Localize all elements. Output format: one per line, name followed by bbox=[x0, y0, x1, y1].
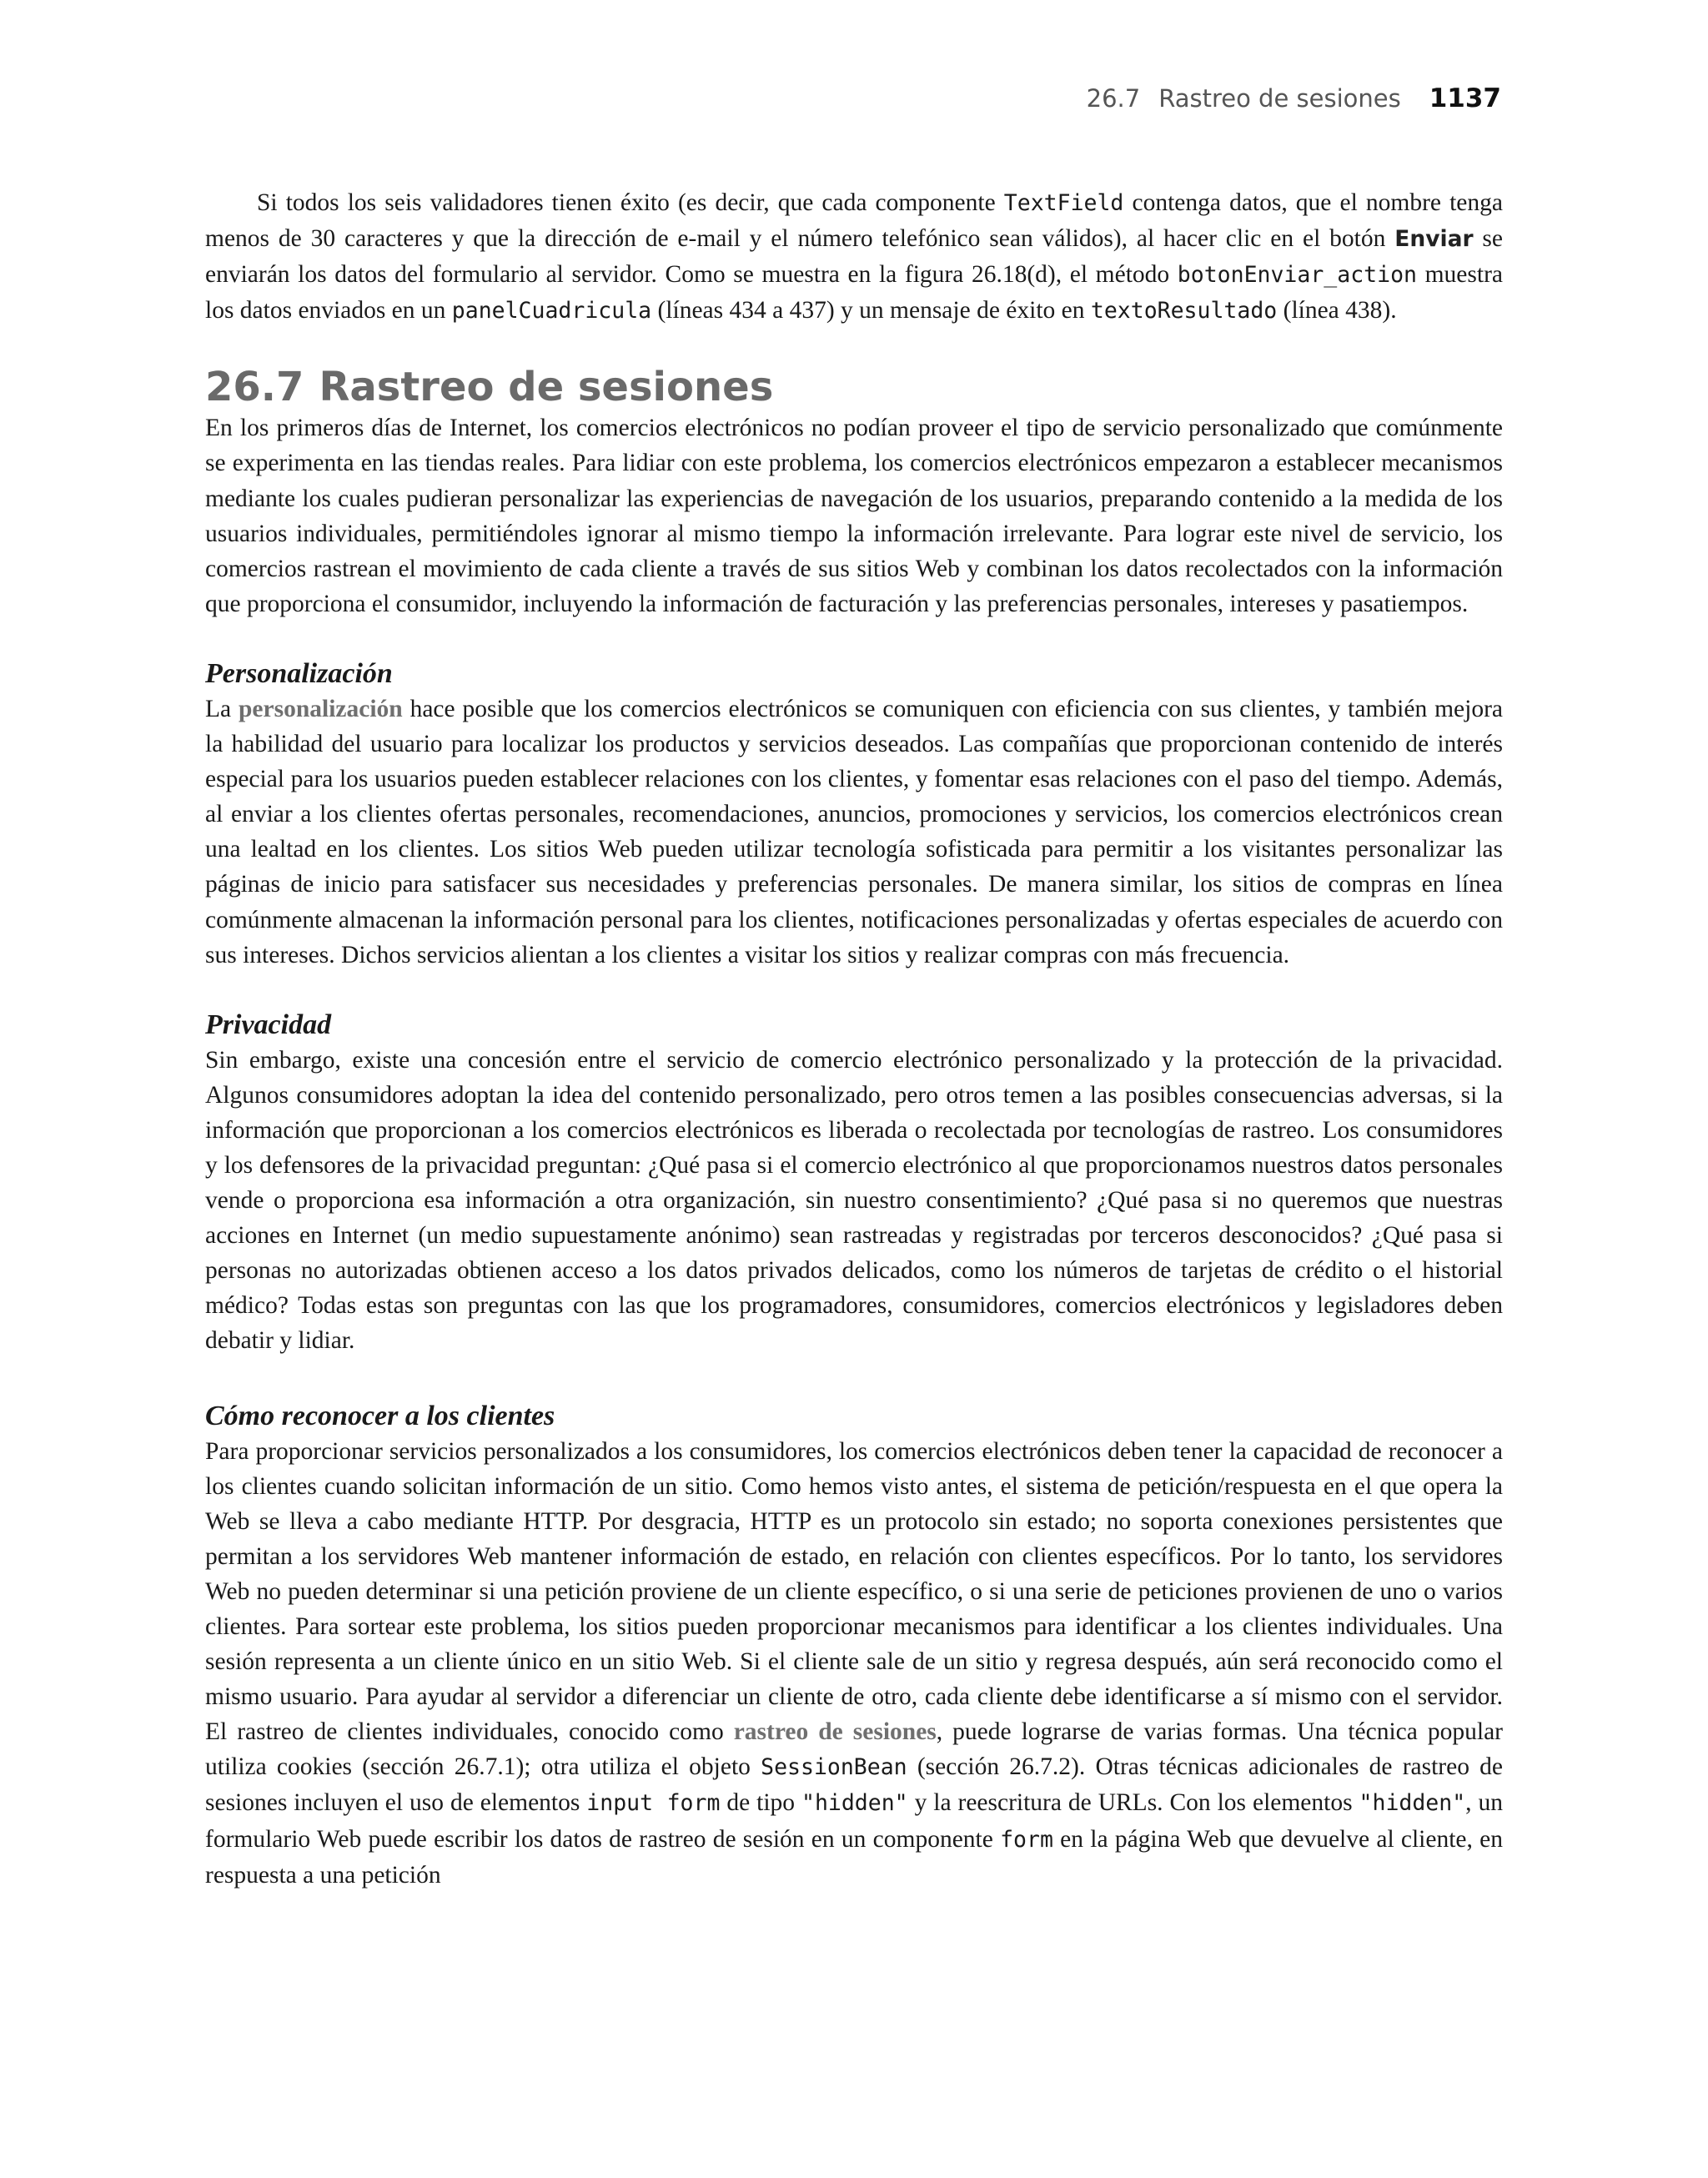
text-run: hace posible que los comercios electrónicos se comuniquen con eficiencia con sus clientes, y también mejora la habilidad del usuario para localizar los productos y servicios deseados. Las compañías que proporcionan contenido de interés especial para los usuarios pueden establecer relaciones con los clientes, y fomentar esas relaciones con el paso del tiempo. Además, al enviar a los clientes ofertas personales, recomendaciones, anuncios, promociones y servicios, los comercios electrónicos crean una lealtad en los clientes. Los sitios Web pueden utilizar tecnología sofisticada para permitir a los visitantes personalizar las páginas de inicio para satisfacer sus necesidades y preferencias personales. De manera similar, los sitios de compras en línea comúnmente almacenan la información personal para los clientes, notificaciones personalizadas y ofertas especiales de acuerdo con sus intereses. Dichos servicios alientan a los clientes a visitar los sitios y realizar compras con más frecuencia. bbox=[205, 695, 1503, 968]
text-run: Para proporcionar servicios personalizados a los consumidores, los comercios electrónicos deben tener la capacidad de reconocer a los clientes cuando solicitan información de un sitio. Como hemos visto antes, el sistema de petición/respuesta en el que opera la Web se lleva a cabo mediante HTTP. Por desgracia, HTTP es un protocolo sin estado; no soporta conexiones persistentes que permitan a los servidores Web mantener información de estado, en relación con clientes específicos. Por lo tanto, los servidores Web no pueden determinar si una petición proviene de un cliente específico, o si una serie de peticiones provienen de uno o varios clientes. Para sortear este problema, los sitios pueden proporcionar mecanismos para identificar a los clientes individuales. Una sesión representa a un cliente único en un sitio Web. Si el cliente sale de un sitio y regresa después, aún será reconocido como el mismo usuario. Para ayudar al servidor a diferenciar un cliente de otro, cada cliente debe identificarse a sí mismo con el servidor. El rastreo de clientes individuales, conocido como bbox=[205, 1437, 1503, 1746]
code-textfield: TextField bbox=[1003, 190, 1124, 216]
text-run: muestra los datos enviados en un bbox=[205, 261, 1503, 324]
subheading-privacidad: Privacidad bbox=[205, 1009, 332, 1040]
code-panel-cuadricula: panelCuadricula bbox=[451, 298, 652, 324]
running-head-section-number: 26.7 bbox=[1086, 84, 1141, 113]
section-heading bbox=[205, 364, 1503, 410]
code-form: form bbox=[1000, 1826, 1053, 1853]
text-run: La bbox=[205, 695, 239, 722]
text-run: Si todos los seis validadores tienen éxito (es decir, que cada componente bbox=[257, 189, 1004, 216]
page-number: 1137 bbox=[1429, 83, 1501, 113]
key-term-rastreo-de-sesiones: rastreo de sesiones bbox=[733, 1718, 937, 1746]
running-head-section-title: Rastreo de sesiones bbox=[1158, 84, 1401, 113]
reconocer-paragraph bbox=[205, 1434, 1503, 1893]
code-boton-enviar-action: botonEnviar_action bbox=[1177, 262, 1417, 289]
text-run: (línea 438). bbox=[1277, 297, 1397, 324]
personalizacion-paragraph bbox=[205, 692, 1503, 973]
body-text bbox=[205, 185, 1503, 1893]
key-term-personalizacion: personalización bbox=[239, 695, 403, 722]
text-run: se enviarán los datos del formulario al servidor. Como se muestra en la figura 26.18(d), el método bbox=[205, 225, 1503, 289]
intro-paragraph bbox=[205, 185, 1503, 329]
privacidad-paragraph: Sin embargo, existe una concesión entre el servicio de comercio electrónico personalizado y la protección de la privacidad. Algunos consumidores adoptan la idea del contenido personalizado, pero otros temen a las posibles consecuencias adversas, si la información que proporcionan a los comercios electrónicos es liberada o recolectada por tecnologías de rastreo. Los consumidores y los defensores de la privacidad preguntan: ¿Qué pasa si el comercio electrónico al que proporcionamos nuestros datos personales vende o proporciona esa información a otra organización, sin nuestro consentimiento? ¿Qué pasa si no queremos que nuestras acciones en Internet (un medio supuestamente anónimo) sean rastreadas y registradas por terceros desconocidos? ¿Qué pasa si personas no autorizadas obtienen acceso a los datos privados delicados, como los números de tarjetas de crédito o el historial médico? Todas estas son preguntas con las que los programadores, consumidores, comercios electrónicos y legisladores deben debatir y lidiar. bbox=[205, 1046, 1503, 1355]
code-hidden: "hidden" bbox=[801, 1790, 908, 1817]
text-run: (sección 26.7.2). Otras técnicas adicionales de rastreo de sesiones incluyen el uso de elementos bbox=[205, 1753, 1504, 1817]
text-run: (líneas 434 a 437) y un mensaje de éxito en bbox=[651, 297, 1091, 324]
subheading-personalizacion: Personalización bbox=[205, 657, 393, 689]
code-session-bean: SessionBean bbox=[761, 1754, 907, 1781]
section-title: Rastreo de sesiones bbox=[319, 364, 774, 411]
text-run: en la página Web que devuelve al cliente, en respuesta a una petición bbox=[205, 1825, 1503, 1889]
code-texto-resultado: textoResultado bbox=[1090, 298, 1278, 324]
subheading-reconocer-clientes: Cómo reconocer a los clientes bbox=[205, 1400, 555, 1431]
code-hidden: "hidden" bbox=[1359, 1790, 1466, 1817]
text-run: de tipo bbox=[720, 1789, 801, 1817]
section-paragraph: En los primeros días de Internet, los comercios electrónicos no podían proveer el tipo de servicio personalizado que comúnmente se experimenta en las tiendas reales. Para lidiar con este problema, los comercios electrónicos empezaron a establecer mecanismos mediante los cuales pudieran personalizar las experiencias de navegación de los usuarios, preparando contenido a la medida de los usuarios individuales, permitiéndoles ignorar al mismo tiempo la información irrelevante. Para lograr este nivel de servicio, los comercios rastrean el movimiento de cada cliente a través de sus sitios Web y combinan los datos recolectados con la información que proporciona el consumidor, incluyendo la información de facturación y las preferencias personales, intereses y pasatiempos. bbox=[205, 415, 1503, 617]
text-run: , puede lograrse de varias formas. Una técnica popular utiliza cookies (sección 26.7.1); otra utiliza el objeto bbox=[205, 1718, 1503, 1781]
section-number: 26.7 bbox=[205, 364, 304, 411]
text-run: , un formulario Web puede escribir los datos de rastreo de sesión en un componente bbox=[205, 1789, 1503, 1853]
ui-label-enviar: Enviar bbox=[1394, 226, 1474, 253]
code-input-form: input form bbox=[586, 1790, 721, 1817]
text-run: y la reescritura de URLs. Con los elementos bbox=[907, 1789, 1359, 1817]
running-head bbox=[1087, 83, 1501, 113]
text-run: contenga datos, que el nombre tenga menos de 30 caracteres y que la dirección de e-mail y el número telefónico sean válidos), al hacer clic en el botón bbox=[205, 189, 1503, 253]
